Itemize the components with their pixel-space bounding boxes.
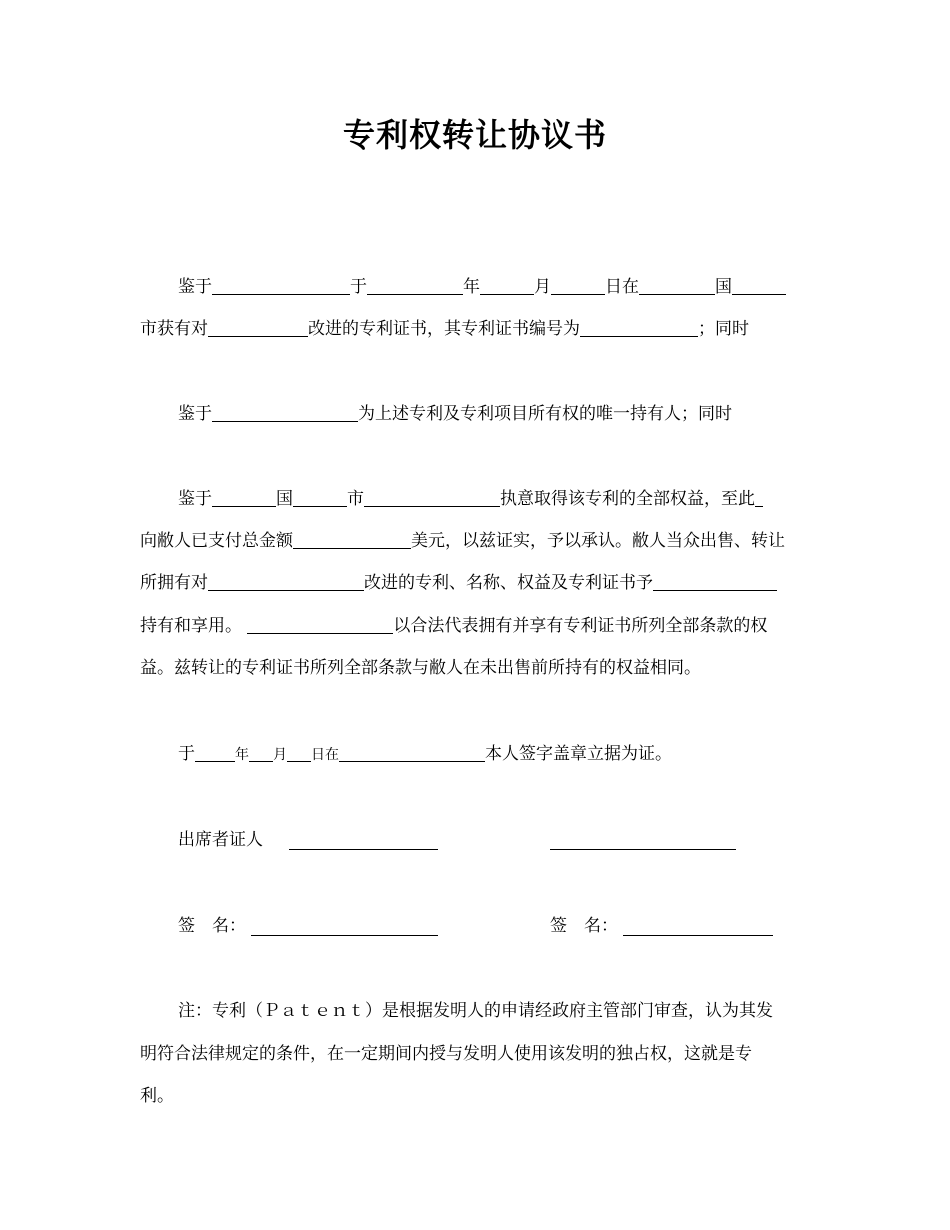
witness-line-left[interactable] (289, 848, 438, 850)
fill-in-blank[interactable] (580, 320, 698, 337)
fill-in-blank[interactable] (287, 745, 311, 762)
text: 日在 (311, 747, 339, 763)
witness-label: 出席者证人 (178, 830, 263, 850)
text: 市 (347, 489, 364, 509)
text: 向敝人已支付总金额 (140, 531, 293, 551)
text: 以合法代表拥有并享有专利证书所列全部条款的权 (393, 616, 768, 636)
fill-in-blank[interactable] (212, 405, 358, 422)
fill-in-blank[interactable] (755, 490, 763, 507)
text: 持有和享用。 (140, 616, 242, 636)
fill-in-blank[interactable] (364, 490, 500, 507)
fill-in-blank[interactable] (367, 278, 463, 295)
note-line-3: 利。 (140, 1086, 174, 1106)
text: 执意取得该专利的全部权益，至此 (500, 489, 755, 509)
note-line-1: 注：专利（Ｐａｔｅｎｔ）是根据发明人的申请经政府主管部门审查，认为其发 (178, 1001, 773, 1021)
text: 鉴于 (178, 277, 212, 297)
signature-line-left[interactable] (251, 934, 438, 936)
fill-in-blank[interactable] (208, 574, 364, 591)
paragraph-3-line-5 (140, 657, 820, 679)
paragraph-3-line-1 (178, 488, 818, 510)
fill-in-blank[interactable] (247, 617, 393, 634)
text: 美元，以兹证实，予以承认。敝人当众出售、转让 (411, 531, 785, 551)
text: 益。兹转让的专利证书所列全部条款与敝人在未出售前所持有的权益相同。 (140, 658, 701, 678)
paragraph-1-line-2 (140, 318, 820, 340)
text: 国 (276, 489, 293, 509)
paragraph-3-line-4 (140, 615, 820, 637)
document-title: 专利权转让协议书 (342, 116, 607, 154)
signature-line-right[interactable] (623, 934, 773, 936)
text: 改进的专利证书，其专利证书编号为 (308, 319, 580, 339)
fill-in-blank[interactable] (639, 278, 715, 295)
text: 为上述专利及专利项目所有权的唯一持有人；同时 (358, 404, 732, 424)
fill-in-blank[interactable] (480, 278, 534, 295)
fill-in-blank[interactable] (249, 745, 273, 762)
text: ；同时 (698, 319, 749, 339)
text: 月 (534, 277, 551, 297)
text: 市获有对 (140, 319, 208, 339)
paragraph-1-line-1 (178, 276, 818, 298)
fill-in-blank[interactable] (212, 278, 350, 295)
fill-in-blank[interactable] (732, 278, 786, 295)
note-line-2: 明符合法律规定的条件，在一定期间内授与发明人使用该发明的独占权，这就是专 (140, 1044, 752, 1064)
text: 所拥有对 (140, 573, 208, 593)
text: 年 (463, 277, 480, 297)
fill-in-blank[interactable] (212, 490, 276, 507)
fill-in-blank[interactable] (339, 745, 485, 762)
text: 年 (235, 747, 249, 763)
witness-line-right[interactable] (550, 848, 736, 850)
text: 鉴于 (178, 404, 212, 424)
fill-in-blank[interactable] (208, 320, 308, 337)
text: 鉴于 (178, 489, 212, 509)
text: 于 (350, 277, 367, 297)
fill-in-blank[interactable] (653, 574, 777, 591)
text: 月 (273, 747, 287, 763)
paragraph-3-line-2 (140, 530, 820, 552)
fill-in-blank[interactable] (293, 490, 347, 507)
signature-label-left: 签 名： (178, 916, 246, 936)
paragraph-2-line-1 (178, 403, 818, 425)
text: 本人签字盖章立据为证。 (485, 744, 672, 764)
text: 国 (715, 277, 732, 297)
text: 改进的专利、名称、权益及专利证书予 (364, 573, 653, 593)
text: 于 (178, 744, 195, 764)
fill-in-blank[interactable] (293, 532, 411, 549)
fill-in-blank[interactable] (195, 745, 235, 762)
fill-in-blank[interactable] (551, 278, 605, 295)
paragraph-4-line-1 (178, 743, 818, 766)
paragraph-3-line-3 (140, 572, 820, 594)
text: 日在 (605, 277, 639, 297)
signature-label-right: 签 名： (550, 916, 618, 936)
